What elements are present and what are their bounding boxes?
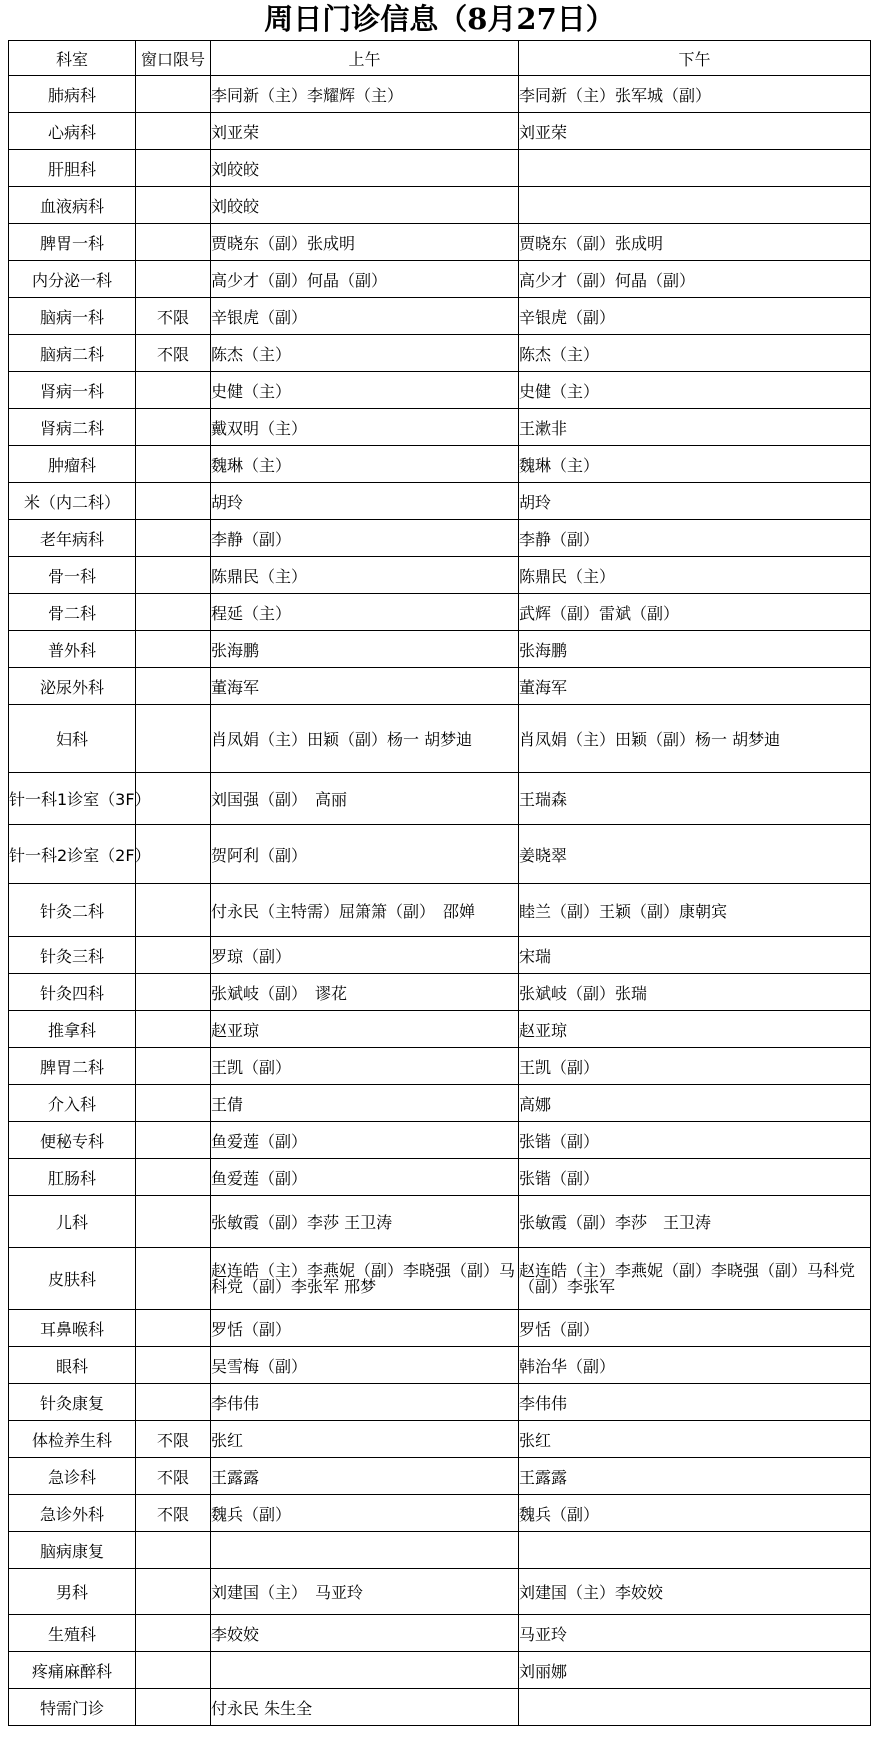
morning-doctors-cell: 胡玲 bbox=[211, 483, 519, 520]
department-cell: 脑病康复 bbox=[9, 1532, 136, 1569]
afternoon-doctors-cell: 高娜 bbox=[519, 1085, 871, 1122]
morning-doctors-cell: 吴雪梅（副） bbox=[211, 1347, 519, 1384]
window-limit-cell bbox=[136, 76, 211, 113]
morning-doctors-cell bbox=[211, 1652, 519, 1689]
department-cell: 耳鼻喉科 bbox=[9, 1310, 136, 1347]
table-row bbox=[9, 1421, 871, 1458]
window-limit-cell bbox=[136, 187, 211, 224]
table-row bbox=[9, 825, 871, 884]
window-limit-cell bbox=[136, 705, 211, 773]
window-limit-cell bbox=[136, 668, 211, 705]
morning-doctors-cell: 王露露 bbox=[211, 1458, 519, 1495]
morning-doctors-cell: 赵连皓（主）李燕妮（副）李晓强（副）马科党（副）李张军 邢梦 bbox=[211, 1248, 519, 1310]
department-cell: 妇科 bbox=[9, 705, 136, 773]
department-cell: 特需门诊 bbox=[9, 1689, 136, 1726]
department-cell: 血液病科 bbox=[9, 187, 136, 224]
department-cell: 肾病一科 bbox=[9, 372, 136, 409]
afternoon-doctors-cell: 刘建国（主）李姣姣 bbox=[519, 1569, 871, 1615]
morning-doctors-cell: 李同新（主）李耀辉（主） bbox=[211, 76, 519, 113]
window-limit-cell bbox=[136, 884, 211, 937]
department-cell: 急诊外科 bbox=[9, 1495, 136, 1532]
afternoon-doctors-cell: 睦兰（副）王颖（副）康朝宾 bbox=[519, 884, 871, 937]
department-cell: 针灸二科 bbox=[9, 884, 136, 937]
morning-doctors-cell: 张斌岐（副） 谬花 bbox=[211, 974, 519, 1011]
table-row bbox=[9, 1384, 871, 1421]
afternoon-doctors-cell: 李静（副） bbox=[519, 520, 871, 557]
table-row bbox=[9, 937, 871, 974]
morning-doctors-cell: 鱼爱莲（副） bbox=[211, 1159, 519, 1196]
afternoon-doctors-cell: 陈鼎民（主） bbox=[519, 557, 871, 594]
department-cell: 脑病二科 bbox=[9, 335, 136, 372]
department-cell: 针灸康复 bbox=[9, 1384, 136, 1421]
morning-doctors-cell: 刘皎皎 bbox=[211, 187, 519, 224]
afternoon-doctors-cell: 姜晓翠 bbox=[519, 825, 871, 884]
window-limit-cell bbox=[136, 1652, 211, 1689]
afternoon-doctors-cell: 韩治华（副） bbox=[519, 1347, 871, 1384]
morning-doctors-cell: 李伟伟 bbox=[211, 1384, 519, 1421]
window-limit-cell: 不限 bbox=[136, 1458, 211, 1495]
afternoon-doctors-cell: 李同新（主）张军城（副） bbox=[519, 76, 871, 113]
window-limit-cell bbox=[136, 113, 211, 150]
window-limit-cell bbox=[136, 1615, 211, 1652]
afternoon-doctors-cell: 魏琳（主） bbox=[519, 446, 871, 483]
department-cell: 肺病科 bbox=[9, 76, 136, 113]
morning-doctors-cell: 贾晓东（副）张成明 bbox=[211, 224, 519, 261]
afternoon-doctors-cell bbox=[519, 150, 871, 187]
window-limit-cell bbox=[136, 261, 211, 298]
table-row bbox=[9, 1458, 871, 1495]
department-cell: 内分泌一科 bbox=[9, 261, 136, 298]
window-limit-cell bbox=[136, 446, 211, 483]
morning-doctors-cell: 罗恬（副） bbox=[211, 1310, 519, 1347]
table-row bbox=[9, 594, 871, 631]
afternoon-doctors-cell: 宋瑞 bbox=[519, 937, 871, 974]
window-limit-cell bbox=[136, 974, 211, 1011]
morning-doctors-cell: 陈鼎民（主） bbox=[211, 557, 519, 594]
department-cell: 疼痛麻醉科 bbox=[9, 1652, 136, 1689]
department-cell: 针灸四科 bbox=[9, 974, 136, 1011]
department-cell: 生殖科 bbox=[9, 1615, 136, 1652]
morning-doctors-cell: 王凯（副） bbox=[211, 1048, 519, 1085]
page-title: 周日门诊信息（8月27日） bbox=[264, 2, 615, 36]
table-row bbox=[9, 1347, 871, 1384]
window-limit-cell bbox=[136, 1122, 211, 1159]
morning-doctors-cell: 王倩 bbox=[211, 1085, 519, 1122]
morning-doctors-cell: 罗琼（副） bbox=[211, 937, 519, 974]
table-row bbox=[9, 1310, 871, 1347]
table-row bbox=[9, 261, 871, 298]
header-morning: 上午 bbox=[211, 41, 519, 76]
morning-doctors-cell: 程延（主） bbox=[211, 594, 519, 631]
morning-doctors-cell: 刘皎皎 bbox=[211, 150, 519, 187]
window-limit-cell bbox=[136, 224, 211, 261]
department-cell: 脑病一科 bbox=[9, 298, 136, 335]
afternoon-doctors-cell: 张红 bbox=[519, 1421, 871, 1458]
table-row bbox=[9, 668, 871, 705]
afternoon-doctors-cell: 王露露 bbox=[519, 1458, 871, 1495]
table-row bbox=[9, 884, 871, 937]
header-window-limit: 窗口限号 bbox=[136, 41, 211, 76]
table-row bbox=[9, 150, 871, 187]
department-cell: 肾病二科 bbox=[9, 409, 136, 446]
afternoon-doctors-cell: 陈杰（主） bbox=[519, 335, 871, 372]
table-row bbox=[9, 1248, 871, 1310]
window-limit-cell bbox=[136, 937, 211, 974]
afternoon-doctors-cell: 赵亚琼 bbox=[519, 1011, 871, 1048]
morning-doctors-cell: 刘建国（主） 马亚玲 bbox=[211, 1569, 519, 1615]
afternoon-doctors-cell bbox=[519, 1532, 871, 1569]
morning-doctors-cell: 辛银虎（副） bbox=[211, 298, 519, 335]
department-cell: 皮肤科 bbox=[9, 1248, 136, 1310]
window-limit-cell bbox=[136, 1011, 211, 1048]
morning-doctors-cell: 李姣姣 bbox=[211, 1615, 519, 1652]
table-row bbox=[9, 1196, 871, 1248]
afternoon-doctors-cell: 张斌岐（副）张瑞 bbox=[519, 974, 871, 1011]
table-row bbox=[9, 974, 871, 1011]
afternoon-doctors-cell: 魏兵（副） bbox=[519, 1495, 871, 1532]
department-cell: 心病科 bbox=[9, 113, 136, 150]
window-limit-cell: 不限 bbox=[136, 1495, 211, 1532]
morning-doctors-cell: 付永民 朱生全 bbox=[211, 1689, 519, 1726]
table-row bbox=[9, 446, 871, 483]
table-row bbox=[9, 187, 871, 224]
table-row bbox=[9, 557, 871, 594]
afternoon-doctors-cell: 马亚玲 bbox=[519, 1615, 871, 1652]
afternoon-doctors-cell: 张海鹏 bbox=[519, 631, 871, 668]
department-cell: 泌尿外科 bbox=[9, 668, 136, 705]
table-row bbox=[9, 113, 871, 150]
department-cell: 针一科2诊室（2F） bbox=[9, 825, 136, 884]
table-row bbox=[9, 773, 871, 825]
window-limit-cell bbox=[136, 557, 211, 594]
table-row bbox=[9, 298, 871, 335]
afternoon-doctors-cell: 李伟伟 bbox=[519, 1384, 871, 1421]
department-cell: 体检养生科 bbox=[9, 1421, 136, 1458]
table-row bbox=[9, 705, 871, 773]
table-row bbox=[9, 1532, 871, 1569]
morning-doctors-cell: 鱼爱莲（副） bbox=[211, 1122, 519, 1159]
afternoon-doctors-cell: 董海军 bbox=[519, 668, 871, 705]
header-row bbox=[9, 41, 871, 76]
afternoon-doctors-cell: 肖凤娟（主）田颖（副）杨一 胡梦迪 bbox=[519, 705, 871, 773]
morning-doctors-cell: 张海鹏 bbox=[211, 631, 519, 668]
window-limit-cell bbox=[136, 1248, 211, 1310]
afternoon-doctors-cell bbox=[519, 187, 871, 224]
window-limit-cell: 不限 bbox=[136, 298, 211, 335]
department-cell: 针灸三科 bbox=[9, 937, 136, 974]
morning-doctors-cell: 魏兵（副） bbox=[211, 1495, 519, 1532]
afternoon-doctors-cell: 刘丽娜 bbox=[519, 1652, 871, 1689]
morning-doctors-cell: 刘国强（副） 高丽 bbox=[211, 773, 519, 825]
afternoon-doctors-cell: 罗恬（副） bbox=[519, 1310, 871, 1347]
morning-doctors-cell: 董海军 bbox=[211, 668, 519, 705]
department-cell: 针一科1诊室（3F） bbox=[9, 773, 136, 825]
department-cell: 肛肠科 bbox=[9, 1159, 136, 1196]
afternoon-doctors-cell: 贾晓东（副）张成明 bbox=[519, 224, 871, 261]
department-cell: 肿瘤科 bbox=[9, 446, 136, 483]
morning-doctors-cell: 魏琳（主） bbox=[211, 446, 519, 483]
window-limit-cell bbox=[136, 631, 211, 668]
window-limit-cell bbox=[136, 1689, 211, 1726]
department-cell: 脾胃一科 bbox=[9, 224, 136, 261]
afternoon-doctors-cell: 刘亚荣 bbox=[519, 113, 871, 150]
afternoon-doctors-cell: 王凯（副） bbox=[519, 1048, 871, 1085]
department-cell: 介入科 bbox=[9, 1085, 136, 1122]
morning-doctors-cell: 肖凤娟（主）田颖（副）杨一 胡梦迪 bbox=[211, 705, 519, 773]
department-cell: 急诊科 bbox=[9, 1458, 136, 1495]
morning-doctors-cell: 陈杰（主） bbox=[211, 335, 519, 372]
department-cell: 老年病科 bbox=[9, 520, 136, 557]
afternoon-doctors-cell: 辛银虎（副） bbox=[519, 298, 871, 335]
morning-doctors-cell: 李静（副） bbox=[211, 520, 519, 557]
window-limit-cell bbox=[136, 1384, 211, 1421]
table-row bbox=[9, 1615, 871, 1652]
window-limit-cell bbox=[136, 520, 211, 557]
window-limit-cell bbox=[136, 1048, 211, 1085]
morning-doctors-cell bbox=[211, 1532, 519, 1569]
window-limit-cell bbox=[136, 594, 211, 631]
department-cell: 骨二科 bbox=[9, 594, 136, 631]
department-cell: 普外科 bbox=[9, 631, 136, 668]
table-body bbox=[9, 76, 871, 1726]
window-limit-cell bbox=[136, 1532, 211, 1569]
window-limit-cell bbox=[136, 1569, 211, 1615]
morning-doctors-cell: 贺阿利（副） bbox=[211, 825, 519, 884]
department-cell: 男科 bbox=[9, 1569, 136, 1615]
table-row bbox=[9, 483, 871, 520]
afternoon-doctors-cell bbox=[519, 1689, 871, 1726]
morning-doctors-cell: 赵亚琼 bbox=[211, 1011, 519, 1048]
table-row bbox=[9, 631, 871, 668]
table-row bbox=[9, 1652, 871, 1689]
table-row bbox=[9, 1122, 871, 1159]
afternoon-doctors-cell: 赵连皓（主）李燕妮（副）李晓强（副）马科党（副）李张军 bbox=[519, 1248, 871, 1310]
morning-doctors-cell: 戴双明（主） bbox=[211, 409, 519, 446]
table-row bbox=[9, 520, 871, 557]
window-limit-cell bbox=[136, 483, 211, 520]
window-limit-cell bbox=[136, 1085, 211, 1122]
afternoon-doctors-cell: 王瑞森 bbox=[519, 773, 871, 825]
afternoon-doctors-cell: 张敏霞（副）李莎 王卫涛 bbox=[519, 1196, 871, 1248]
window-limit-cell bbox=[136, 409, 211, 446]
department-cell: 骨一科 bbox=[9, 557, 136, 594]
department-cell: 推拿科 bbox=[9, 1011, 136, 1048]
afternoon-doctors-cell: 武辉（副）雷斌（副） bbox=[519, 594, 871, 631]
afternoon-doctors-cell: 高少才（副）何晶（副） bbox=[519, 261, 871, 298]
department-cell: 便秘专科 bbox=[9, 1122, 136, 1159]
department-cell: 肝胆科 bbox=[9, 150, 136, 187]
morning-doctors-cell: 付永民（主特需）屈箫箫（副） 邵婵 bbox=[211, 884, 519, 937]
afternoon-doctors-cell: 张锴（副） bbox=[519, 1159, 871, 1196]
table-row bbox=[9, 409, 871, 446]
header-department: 科室 bbox=[9, 41, 136, 76]
department-cell: 米（内二科） bbox=[9, 483, 136, 520]
window-limit-cell bbox=[136, 1159, 211, 1196]
table-row bbox=[9, 1159, 871, 1196]
department-cell: 儿科 bbox=[9, 1196, 136, 1248]
morning-doctors-cell: 史健（主） bbox=[211, 372, 519, 409]
morning-doctors-cell: 刘亚荣 bbox=[211, 113, 519, 150]
table-row bbox=[9, 1011, 871, 1048]
table-row bbox=[9, 224, 871, 261]
window-limit-cell bbox=[136, 150, 211, 187]
afternoon-doctors-cell: 张锴（副） bbox=[519, 1122, 871, 1159]
window-limit-cell bbox=[136, 1347, 211, 1384]
window-limit-cell: 不限 bbox=[136, 335, 211, 372]
table-row bbox=[9, 335, 871, 372]
morning-doctors-cell: 张红 bbox=[211, 1421, 519, 1458]
morning-doctors-cell: 高少才（副）何晶（副） bbox=[211, 261, 519, 298]
window-limit-cell bbox=[136, 1196, 211, 1248]
table-row bbox=[9, 1495, 871, 1532]
header-afternoon: 下午 bbox=[519, 41, 871, 76]
morning-doctors-cell: 张敏霞（副）李莎 王卫涛 bbox=[211, 1196, 519, 1248]
department-cell: 脾胃二科 bbox=[9, 1048, 136, 1085]
table-row bbox=[9, 372, 871, 409]
window-limit-cell bbox=[136, 372, 211, 409]
schedule-table bbox=[8, 40, 871, 1726]
table-row bbox=[9, 1689, 871, 1726]
window-limit-cell: 不限 bbox=[136, 1421, 211, 1458]
afternoon-doctors-cell: 胡玲 bbox=[519, 483, 871, 520]
table-row bbox=[9, 1085, 871, 1122]
window-limit-cell bbox=[136, 1310, 211, 1347]
afternoon-doctors-cell: 史健（主） bbox=[519, 372, 871, 409]
table-row bbox=[9, 1569, 871, 1615]
table-row bbox=[9, 1048, 871, 1085]
table-row bbox=[9, 76, 871, 113]
afternoon-doctors-cell: 王漱非 bbox=[519, 409, 871, 446]
department-cell: 眼科 bbox=[9, 1347, 136, 1384]
